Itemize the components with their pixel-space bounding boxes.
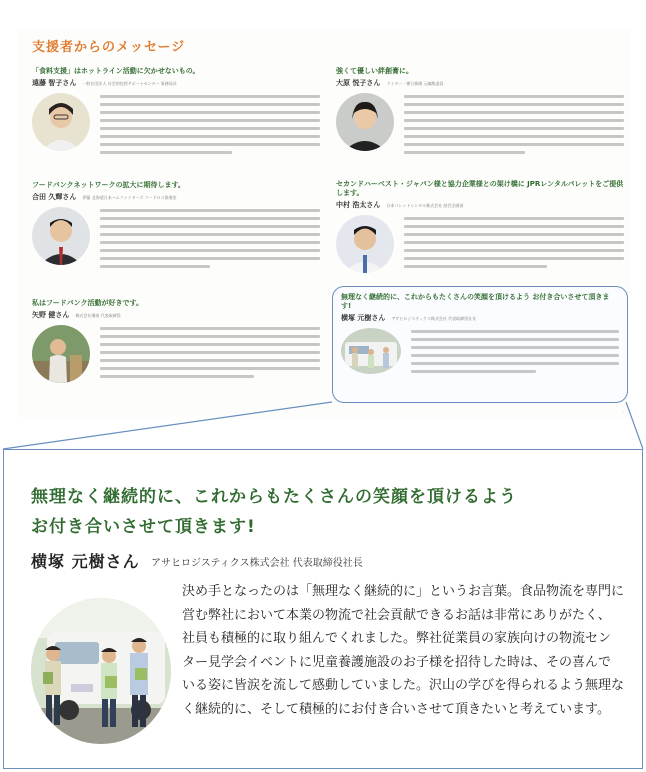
group-photo [31, 598, 171, 744]
card-name: 横塚 元樹さん アサヒロジスティクス株式会社 代表取締役社長 [341, 314, 477, 322]
body-line: いる姿に皆涙を流して感動していました。沢山の学びを得られるよう無理な [182, 678, 625, 693]
zoom-headline-line2: お付き合いさせて頂きます! [31, 517, 256, 537]
zoom-person-name: 横塚 元樹さん [31, 552, 140, 571]
portrait-photo [32, 325, 90, 383]
body-line: 決め手となったのは「無理なく継続的に」というお言葉。食品物流を専門に [182, 584, 625, 599]
zoom-company: アサヒロジスティクス株式会社 代表取締役社長 [151, 558, 363, 569]
message-card [32, 298, 320, 408]
card-body-text [100, 93, 320, 159]
body-line: 営む弊社において本業の物流で社会貢献できるお話は非常にありがたく、 [182, 607, 611, 623]
body-line: く継続的に、そして積極的にお付き合いさせて頂きたいと考えています。 [182, 701, 610, 717]
message-card [336, 180, 624, 290]
page-mark: · [622, 409, 624, 414]
message-card [32, 66, 320, 176]
card-body-text [100, 325, 320, 383]
card-body-text [404, 93, 624, 159]
group-photo [341, 328, 401, 374]
portrait-photo [336, 215, 394, 273]
portrait-photo [32, 207, 90, 265]
card-headline: 私はフードバンク活動が好きです。 [32, 299, 143, 307]
card-name: 遠藤 智子さん 一般社団法人 社会的包摂サポートセンター 事務局長 [32, 79, 177, 87]
message-card-highlighted [332, 286, 628, 403]
section-title: 支援者からのメッセージ [32, 40, 186, 55]
card-name: 中村 浩太さん 日本パレットレンタル株式会社 経営企画部 [336, 201, 464, 209]
card-headline: フードバンクネットワークの拡大に期待します。 [32, 181, 185, 189]
portrait-photo [336, 93, 394, 151]
card-name: 大原 悦子さん ライター・朝日新聞 元編集委員 [336, 79, 444, 87]
card-body-text [404, 215, 624, 273]
body-line: 社員も積極的に取り組んでくれました。弊社従業員の家族向けの物流セン [182, 631, 612, 646]
zoom-headline [31, 482, 517, 542]
message-card [32, 180, 320, 290]
zoom-headline-line1: 無理なく継続的に、これからもたくさんの笑顔を頂けるよう [31, 487, 517, 507]
card-headline: 無理なく継続的に、これからもたくさんの笑顔を頂けるよう お付き合いさせて頂きます! [341, 293, 610, 310]
card-body-text [411, 328, 619, 378]
portrait-photo [32, 93, 90, 151]
body-line: ター見学会イベントに児童養護施設のお子様を招待した時は、その喜んで [182, 654, 612, 670]
zoom-body-text [182, 580, 627, 721]
card-headline: 強くて優しい絆創膏に。 [336, 67, 413, 75]
message-card [336, 66, 624, 176]
brochure-scan [18, 28, 630, 418]
zoomed-message-panel [3, 449, 643, 769]
card-headline: セカンドハーベスト・ジャパン様と協力企業様との架け橋に JPRレンタルパレットをご提供します。 [336, 180, 624, 197]
card-name: 合田 久輝さん 伊藤 北海道日本ハムファイターズ フードロス推進室 [32, 193, 177, 201]
card-body-text [100, 207, 320, 273]
card-name: 矢野 健さん 株式会社湘南 代表取締役 [32, 311, 121, 319]
card-headline: 「食料支援」はホットライン活動に欠かせないもの。 [32, 67, 200, 75]
